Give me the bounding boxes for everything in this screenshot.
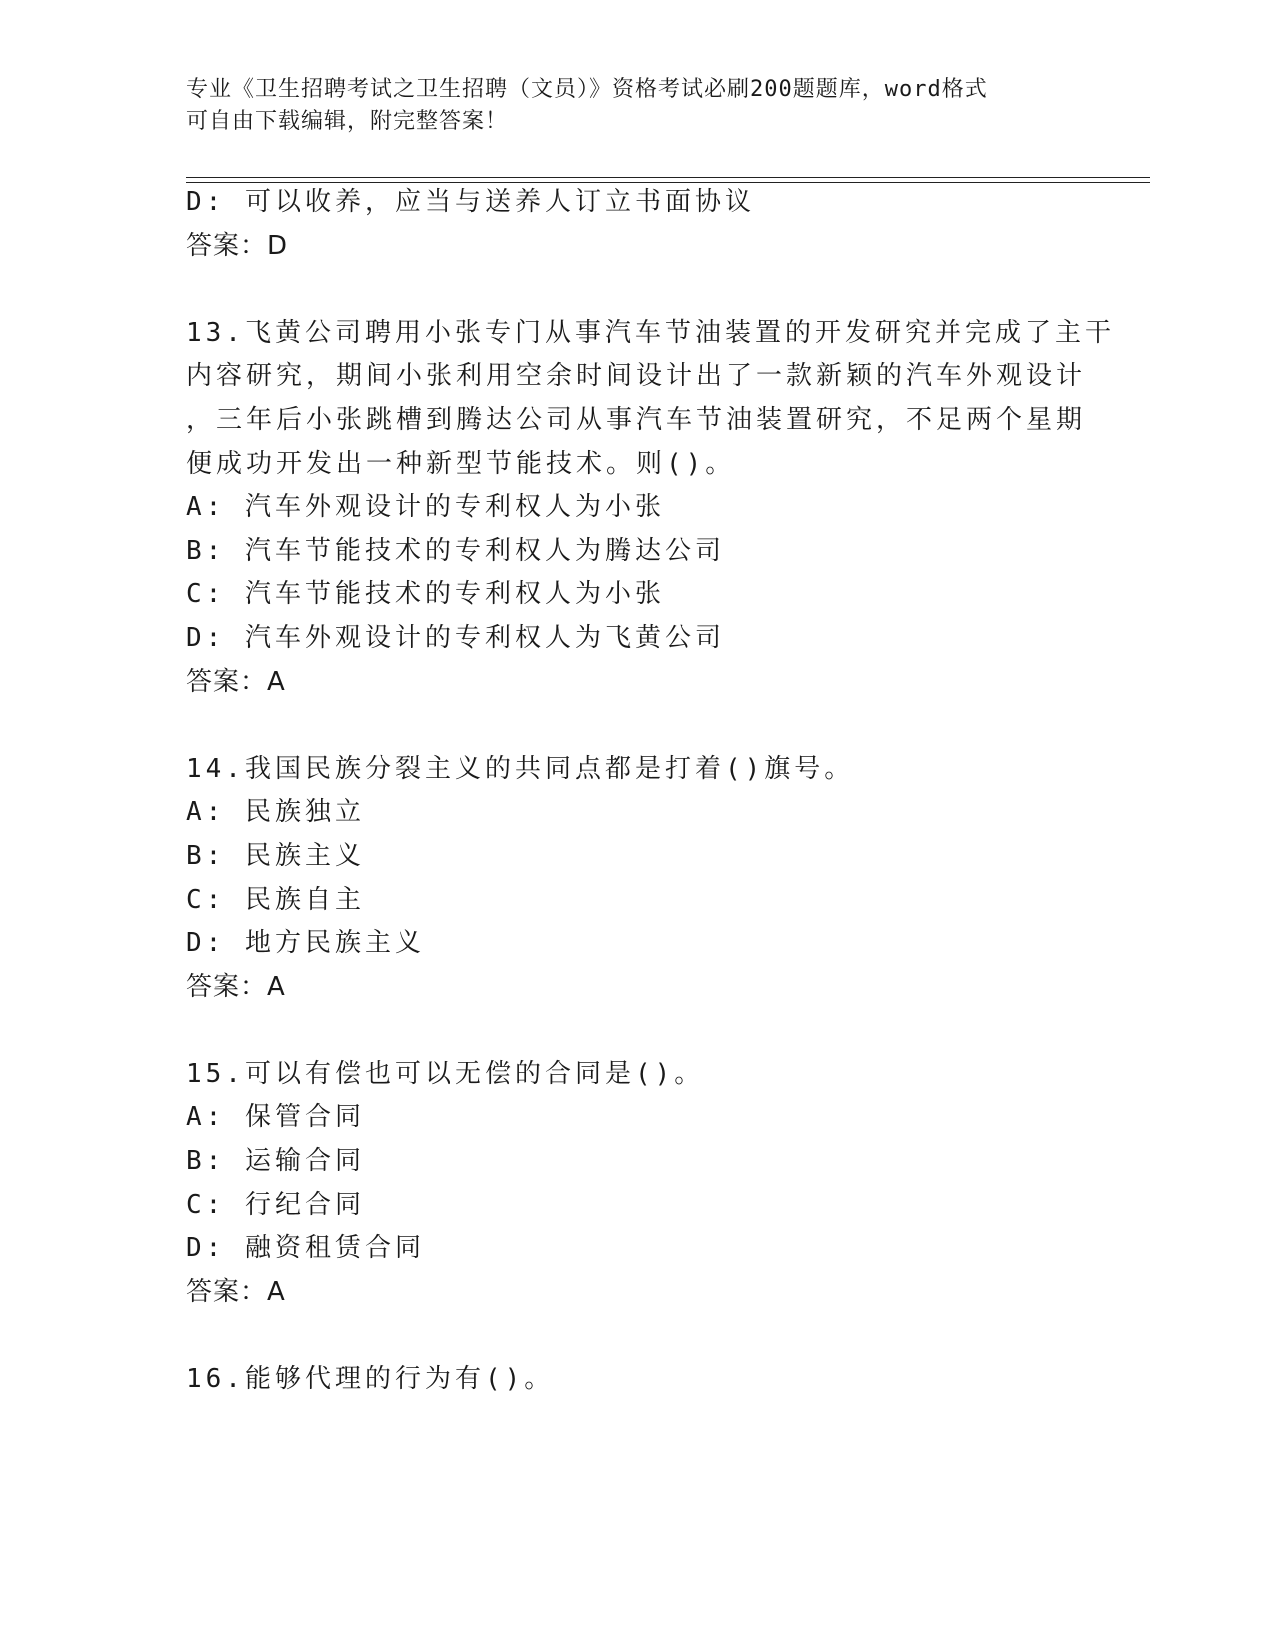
document-header [186, 74, 1066, 138]
q15-answer: 答案：A [186, 1277, 286, 1307]
q14-option-c: C: 民族自主 [186, 885, 365, 915]
q13-option-b: B: 汽车节能技术的专利权人为腾达公司 [186, 536, 725, 566]
q15-stem: 15.可以有偿也可以无偿的合同是()。 [186, 1059, 705, 1089]
q15-option-b: B: 运输合同 [186, 1146, 365, 1176]
prev-option-d: D: 可以收养，应当与送养人订立书面协议 [186, 187, 755, 217]
q13-answer: 答案：A [186, 667, 286, 697]
q13-option-c: C: 汽车节能技术的专利权人为小张 [186, 579, 665, 609]
header-line-1: 专业《卫生招聘考试之卫生招聘（文员）》资格考试必刷200题题库，word格式 [186, 77, 988, 102]
header-divider-top [186, 177, 1150, 178]
q16-stem: 16.能够代理的行为有()。 [186, 1364, 555, 1394]
q13-option-a: A: 汽车外观设计的专利权人为小张 [186, 492, 665, 522]
q13-stem-line-3: ，三年后小张跳槽到腾达公司从事汽车节油装置研究，不足两个星期 [186, 405, 1087, 435]
q13-option-d: D: 汽车外观设计的专利权人为飞黄公司 [186, 623, 725, 653]
prev-answer: 答案：D [186, 231, 289, 261]
q14-option-a: A: 民族独立 [186, 797, 365, 827]
header-line-2: 可自由下载编辑，附完整答案！ [186, 109, 509, 134]
q14-option-d: D: 地方民族主义 [186, 928, 425, 958]
q14-stem: 14.我国民族分裂主义的共同点都是打着()旗号。 [186, 754, 855, 784]
header-divider-bottom [186, 182, 1150, 183]
q13-stem-line-4: 便成功开发出一种新型节能技术。则()。 [186, 449, 736, 479]
q13-stem-line-2: 内容研究，期间小张利用空余时间设计出了一款新颖的汽车外观设计 [186, 361, 1087, 391]
q15-option-a: A: 保管合同 [186, 1102, 365, 1132]
q15-option-d: D: 融资租赁合同 [186, 1233, 425, 1263]
q15-option-c: C: 行纪合同 [186, 1190, 365, 1220]
q14-option-b: B: 民族主义 [186, 841, 365, 871]
q14-answer: 答案：A [186, 972, 286, 1002]
q13-stem-line-1: 13.飞黄公司聘用小张专门从事汽车节油装置的开发研究并完成了主干 [186, 318, 1115, 348]
